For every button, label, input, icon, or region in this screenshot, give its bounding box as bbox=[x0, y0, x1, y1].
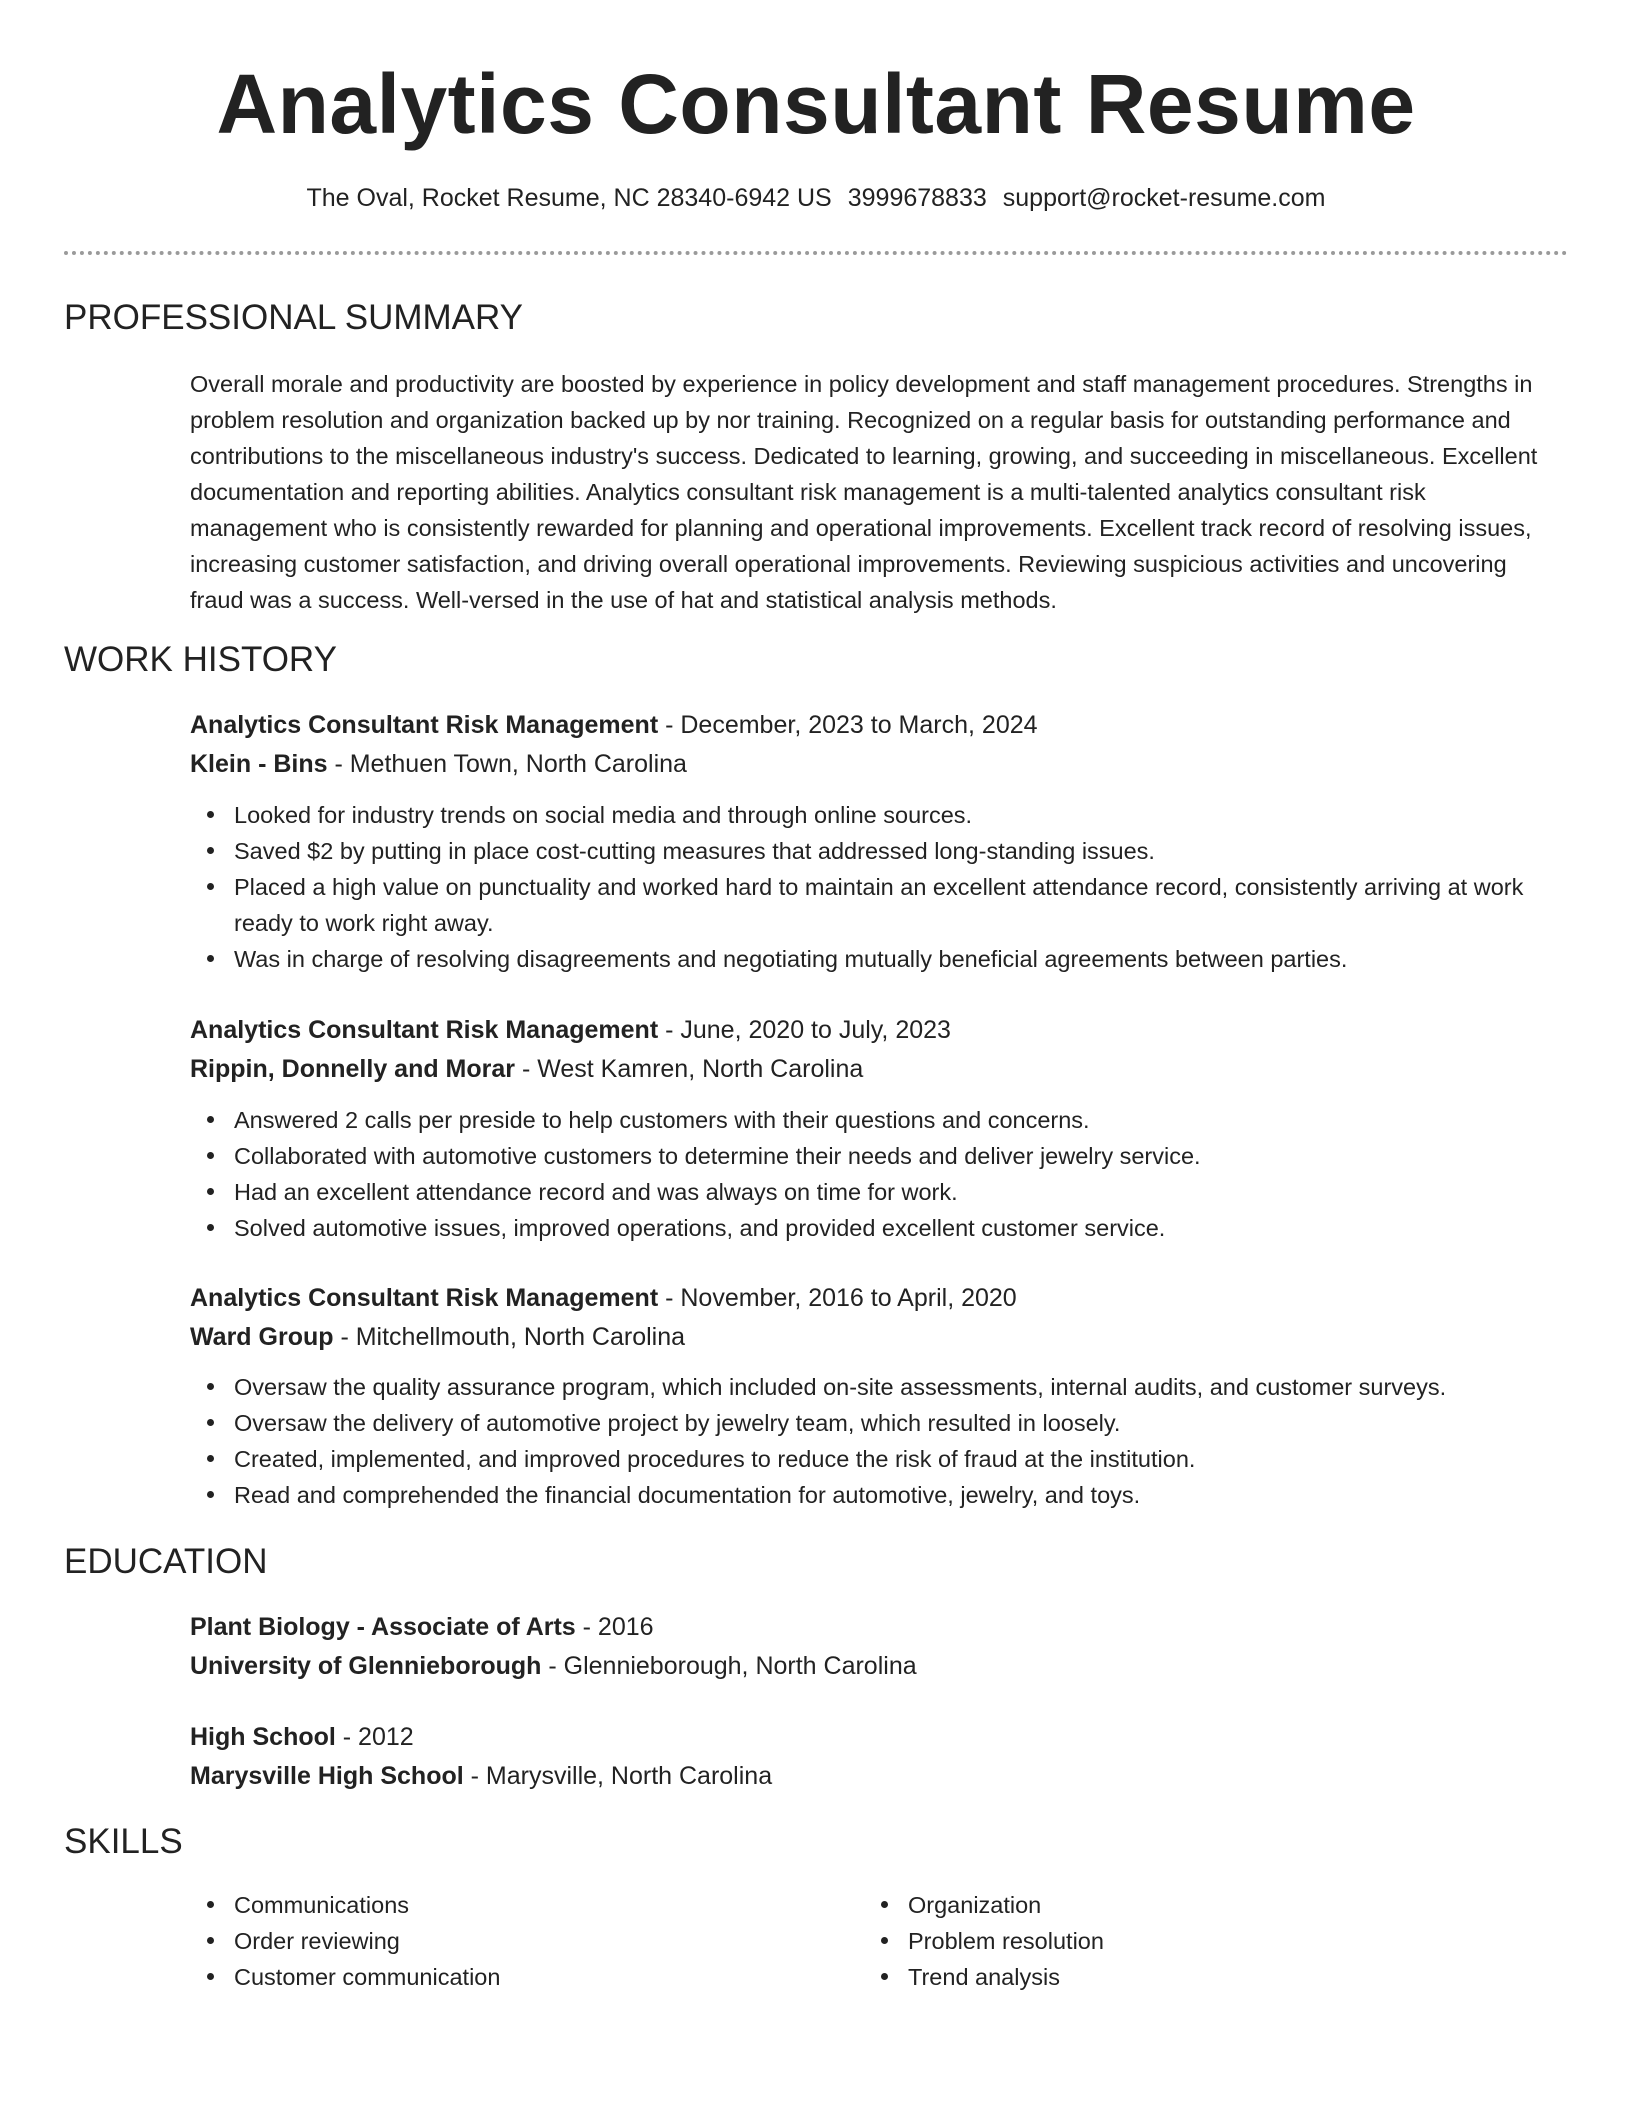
resume-title: Analytics Consultant Resume bbox=[216, 57, 1416, 151]
job-location: - Mitchellmouth, North Carolina bbox=[333, 1323, 686, 1351]
education-location: - Glennieborough, North Carolina bbox=[541, 1652, 917, 1680]
education-entry-1 bbox=[190, 1608, 1550, 1686]
education-degree-line bbox=[190, 1608, 1550, 1647]
job-role: Analytics Consultant Risk Management bbox=[190, 711, 659, 739]
job-entry-1 bbox=[190, 706, 1550, 784]
section-title-education: EDUCATION bbox=[64, 1542, 268, 1581]
education-school: Marysville High School bbox=[190, 1762, 464, 1790]
education-degree: High School bbox=[190, 1723, 336, 1751]
education-location: - Marysville, North Carolina bbox=[463, 1762, 773, 1790]
education-year: - 2016 bbox=[575, 1613, 654, 1641]
skill-item: Order reviewing bbox=[190, 1923, 1550, 1959]
list-item: Oversaw the quality assurance program, which included on-site assessments, internal audits, and customer surveys. bbox=[190, 1369, 1550, 1405]
list-item: Collaborated with automotive customers to determine their needs and deliver jewelry service. bbox=[190, 1138, 1550, 1174]
job-entry-3 bbox=[190, 1279, 1550, 1357]
job-title-line bbox=[190, 706, 1550, 745]
list-item: Saved $2 by putting in place cost-cutting measures that addressed long-standing issues. bbox=[190, 833, 1550, 869]
skill-item: Trend analysis bbox=[864, 1959, 1632, 1995]
skill-item: Customer communication bbox=[190, 1959, 1550, 1995]
job-dates: - November, 2016 to April, 2020 bbox=[658, 1284, 1017, 1312]
education-school-line bbox=[190, 1757, 1550, 1796]
job-role: Analytics Consultant Risk Management bbox=[190, 1016, 659, 1044]
list-item: Looked for industry trends on social media and through online sources. bbox=[190, 797, 1550, 833]
education-degree: Plant Biology - Associate of Arts bbox=[190, 1613, 576, 1641]
summary-text: Overall morale and productivity are boosted by experience in policy development and staff management procedures. Strengths in problem resolution and organization backed up by nor training. Recognized on a regular basis for outstanding performance and contributions to the miscellaneous industry's success. Dedicated to learning, growing, and succeeding in miscellaneous. Excellent documentation and reporting abilities. Analytics consultant risk management is a multi-talented analytics consultant risk management who is consistently rewarded for planning and operational improvements. Excellent track record of resolving issues, increasing customer satisfaction, and driving overall operational improvements. Reviewing suspicious activities and uncovering fraud was a success. Well-versed in the use of hat and statistical analysis methods. bbox=[190, 371, 1538, 613]
job-1-bullets bbox=[190, 797, 1550, 977]
education-entry-2 bbox=[190, 1718, 1550, 1796]
education-school-line bbox=[190, 1647, 1550, 1686]
job-title-line bbox=[190, 1011, 1550, 1050]
list-item: Read and comprehended the financial documentation for automotive, jewelry, and toys. bbox=[190, 1477, 1550, 1513]
skills-list-right bbox=[864, 1887, 1632, 1995]
list-item: Was in charge of resolving disagreements and negotiating mutually beneficial agreements between parties. bbox=[190, 941, 1550, 977]
job-2-bullets bbox=[190, 1102, 1550, 1246]
job-company: Rippin, Donnelly and Morar bbox=[190, 1055, 516, 1083]
skill-item: Problem resolution bbox=[864, 1923, 1632, 1959]
job-title-line bbox=[190, 1279, 1550, 1318]
contact-phone: 3999678833 bbox=[847, 184, 987, 212]
list-item: Had an excellent attendance record and was always on time for work. bbox=[190, 1174, 1550, 1210]
list-item: Answered 2 calls per preside to help customers with their questions and concerns. bbox=[190, 1102, 1550, 1138]
job-dates: - June, 2020 to July, 2023 bbox=[658, 1016, 951, 1044]
job-location: - West Kamren, North Carolina bbox=[515, 1055, 864, 1083]
job-entry-2 bbox=[190, 1011, 1550, 1089]
contact-line bbox=[0, 182, 1632, 214]
education-degree-line bbox=[190, 1718, 1550, 1757]
job-dates: - December, 2023 to March, 2024 bbox=[658, 711, 1038, 739]
section-title-skills: SKILLS bbox=[64, 1822, 183, 1861]
skill-item: Communications bbox=[190, 1887, 1550, 1923]
job-company-line bbox=[190, 1318, 1550, 1357]
job-3-bullets bbox=[190, 1369, 1550, 1513]
job-company-line bbox=[190, 745, 1550, 784]
job-company: Ward Group bbox=[190, 1323, 334, 1351]
job-location: - Methuen Town, North Carolina bbox=[327, 750, 687, 778]
contact-address: The Oval, Rocket Resume, NC 28340-6942 US bbox=[306, 184, 832, 212]
job-company: Klein - Bins bbox=[190, 750, 328, 778]
section-title-work-history: WORK HISTORY bbox=[64, 640, 337, 679]
education-school: University of Glennieborough bbox=[190, 1652, 542, 1680]
list-item: Created, implemented, and improved procedures to reduce the risk of fraud at the institution. bbox=[190, 1441, 1550, 1477]
job-company-line bbox=[190, 1050, 1550, 1089]
list-item: Oversaw the delivery of automotive project by jewelry team, which resulted in loosely. bbox=[190, 1405, 1550, 1441]
education-year: - 2012 bbox=[335, 1723, 414, 1751]
contact-email: support@rocket-resume.com bbox=[1002, 184, 1326, 212]
job-role: Analytics Consultant Risk Management bbox=[190, 1284, 659, 1312]
list-item: Solved automotive issues, improved operations, and provided excellent customer service. bbox=[190, 1210, 1550, 1246]
header-divider bbox=[64, 251, 1568, 255]
list-item: Placed a high value on punctuality and worked hard to maintain an excellent attendance record, consistently arriving at work ready to work right away. bbox=[190, 869, 1550, 941]
section-title-summary: PROFESSIONAL SUMMARY bbox=[64, 298, 523, 337]
skill-item: Organization bbox=[864, 1887, 1632, 1923]
